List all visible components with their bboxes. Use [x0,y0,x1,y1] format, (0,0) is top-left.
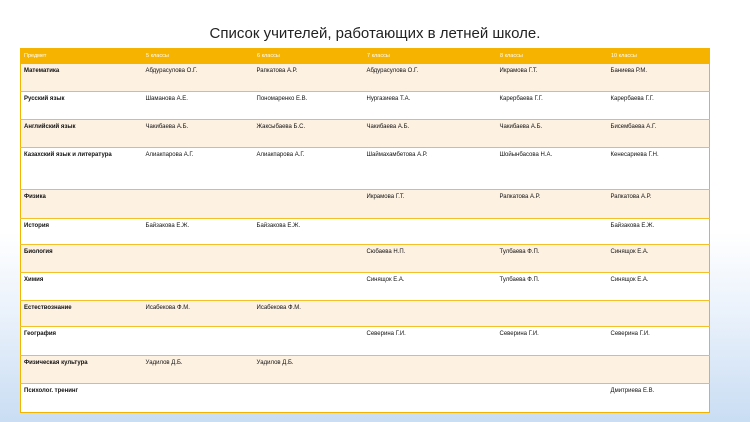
teachers-table-container [20,48,709,413]
grade-8-cell [497,301,608,327]
header-grade-7: 7 классы [364,49,497,64]
grade-6-cell: Рапкатова А.Р. [254,64,364,92]
grade-6-cell [254,327,364,355]
grade-5-cell [143,327,254,355]
grade-6-cell [254,245,364,272]
grade-8-cell: Тулбаева Ф.П. [497,245,608,272]
subject-cell: География [21,327,143,355]
grade-10-cell: Карербаева Г.Г. [608,92,710,119]
grade-7-cell: Нургазиева Т.А. [364,92,497,119]
grade-6-cell [254,272,364,300]
table-row [21,384,710,413]
grade-5-cell: Уадилов Д.Б. [143,355,254,383]
grade-6-cell: Исабекова Ф.М. [254,301,364,327]
grade-10-cell: Кенесариева Г.Н. [608,148,710,190]
grade-7-cell [364,355,497,383]
subject-cell: Английский язык [21,119,143,147]
grade-10-cell: Синящок Е.А. [608,272,710,300]
grade-10-cell [608,301,710,327]
grade-10-cell: Северина Г.И. [608,327,710,355]
grade-6-cell: Жаксыбаева Б.С. [254,119,364,147]
table-row [21,148,710,190]
grade-5-cell [143,245,254,272]
table-header-row [21,49,710,64]
grade-7-cell: Абдурасулова О.Г. [364,64,497,92]
grade-6-cell: Пономаренко Е.В. [254,92,364,119]
subject-cell: Физическая культура [21,355,143,383]
header-subject: Предмет [21,49,143,64]
grade-7-cell: Северина Г.И. [364,327,497,355]
subject-cell: Химия [21,272,143,300]
subject-cell: Русский язык [21,92,143,119]
grade-6-cell: Уадилов Д.Б. [254,355,364,383]
grade-8-cell [497,218,608,244]
table-row [21,218,710,244]
grade-7-cell: Икрамова Г.Т. [364,190,497,218]
grade-7-cell: Сюбаева Н.П. [364,245,497,272]
grade-5-cell: Шаманова А.Е. [143,92,254,119]
grade-6-cell [254,190,364,218]
grade-8-cell: Карербаева Г.Г. [497,92,608,119]
table-row [21,64,710,92]
table-row [21,272,710,300]
page-title: Список учителей, работающих в летней школе. [209,25,541,42]
grade-8-cell [497,355,608,383]
grade-5-cell: Исабекова Ф.М. [143,301,254,327]
grade-7-cell: Чакибаева А.Б. [364,119,497,147]
grade-10-cell [608,355,710,383]
table-row [21,190,710,218]
subject-cell: Физика [21,190,143,218]
grade-8-cell: Рапкатова А.Р. [497,190,608,218]
grade-10-cell: Байзакова Е.Ж. [608,218,710,244]
grade-5-cell: Алиакпарова А.Г. [143,148,254,190]
grade-5-cell [143,272,254,300]
grade-7-cell: Синящок Е.А. [364,272,497,300]
grade-10-cell: Рапкатова А.Р. [608,190,710,218]
grade-5-cell: Абдурасулова О.Г. [143,64,254,92]
subject-cell: Психолог. тренинг [21,384,143,413]
grade-6-cell [254,384,364,413]
header-grade-8: 8 классы [497,49,608,64]
grade-8-cell: Северина Г.И. [497,327,608,355]
subject-cell: Казахский язык и литература [21,148,143,190]
grade-6-cell: Байзакова Е.Ж. [254,218,364,244]
grade-10-cell: Бисембаева А.Г. [608,119,710,147]
header-grade-5: 5 классы [143,49,254,64]
table-row [21,245,710,272]
grade-5-cell [143,384,254,413]
grade-5-cell: Байзакова Е.Ж. [143,218,254,244]
table-row [21,301,710,327]
grade-7-cell [364,301,497,327]
grade-7-cell [364,218,497,244]
grade-6-cell: Алиакпарова А.Г. [254,148,364,190]
teachers-table [20,48,710,413]
grade-5-cell: Чакибаева А.Б. [143,119,254,147]
grade-8-cell: Икрамова Г.Т. [497,64,608,92]
grade-10-cell: Баниева Р.М. [608,64,710,92]
subject-cell: Биология [21,245,143,272]
grade-8-cell [497,384,608,413]
table-row [21,355,710,383]
table-row [21,327,710,355]
grade-7-cell: Шаймахамбетова А.Р. [364,148,497,190]
grade-7-cell [364,384,497,413]
table-row [21,119,710,147]
subject-cell: Математика [21,64,143,92]
header-grade-6: 6 классы [254,49,364,64]
subject-cell: Естествознание [21,301,143,327]
grade-10-cell: Синящок Е.А. [608,245,710,272]
header-grade-10: 10 классы [608,49,710,64]
grade-8-cell: Тулбаева Ф.П. [497,272,608,300]
subject-cell: История [21,218,143,244]
table-row [21,92,710,119]
grade-10-cell: Дмитриева Е.В. [608,384,710,413]
table-body [21,64,710,413]
grade-8-cell: Шойынбасова Н.А. [497,148,608,190]
grade-5-cell [143,190,254,218]
grade-8-cell: Чакибаева А.Б. [497,119,608,147]
